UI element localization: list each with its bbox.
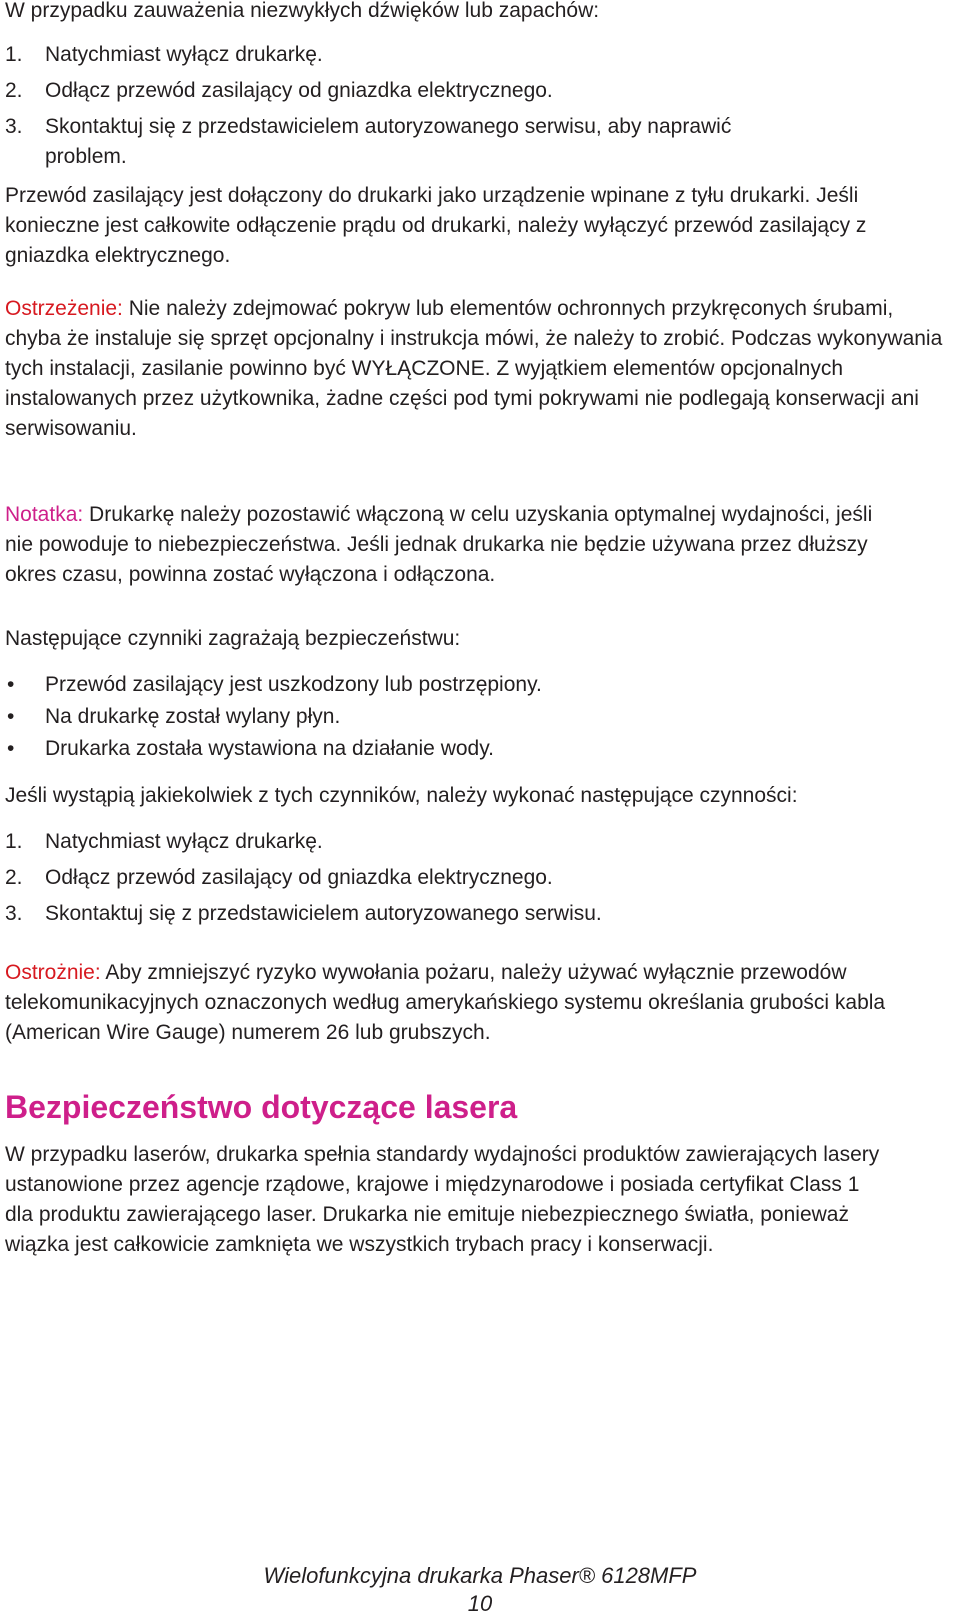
- list-item: [5, 827, 955, 857]
- bullet-marker: •: [7, 673, 15, 696]
- power-cord-paragraph: Przewód zasilający jest dołączony do drukarki jako urządzenie wpinane z tyłu drukarki. Jeśli konieczne jest całkowite odłączenie prądu od drukarki, należy wyłączyć przewód zasilający z gniazdka elektrycznego.: [5, 184, 867, 267]
- second-steps-list: [5, 827, 955, 929]
- list-item: [5, 899, 955, 929]
- list-item-text: Natychmiast wyłącz drukarkę.: [45, 43, 323, 66]
- list-number: 3.: [5, 902, 23, 925]
- list-item-text: Drukarka została wystawiona na działanie wody.: [45, 737, 494, 760]
- list-item: [5, 670, 955, 700]
- list-item: [5, 112, 805, 172]
- laser-section-heading: Bezpieczeństwo dotyczące lasera: [5, 1089, 518, 1125]
- list-item: [5, 76, 955, 106]
- note-text: Drukarkę należy pozostawić włączoną w celu uzyskania optymalnej wydajności, jeśli nie powoduje to niebezpieczeństwa. Jeśli jednak drukarka nie będzie używana przez dłuższy okres czasu, powinna zostać wyłączona i odłączona.: [5, 503, 873, 586]
- page-number: 10: [467, 1591, 493, 1616]
- note-paragraph: [5, 500, 875, 590]
- unusual-noise-intro: W przypadku zauważenia niezwykłych dźwięków lub zapachów:: [5, 0, 600, 22]
- list-item-text: Skontaktuj się z przedstawicielem autoryzowanego serwisu, aby naprawić problem.: [45, 115, 732, 168]
- footer-title: Wielofunkcyjna drukarka Phaser® 6128MFP: [263, 1563, 697, 1588]
- list-item: [5, 734, 955, 764]
- laser-section-text: W przypadku laserów, drukarka spełnia standardy wydajności produktów zawierających lasery ustanowione przez agencje rządowe, krajowe i międzynarodowe i posiada certyfikat Class 1 dla produktu zawierającego laser. Drukarka nie emituje niebezpiecznego światła, ponieważ wiązka jest całkowicie zamknięta we wszystkich trybach pracy i konserwacji.: [5, 1143, 880, 1256]
- list-item-text: Na drukarkę został wylany płyn.: [45, 705, 341, 728]
- list-number: 2.: [5, 79, 23, 102]
- list-item-text: Odłącz przewód zasilający od gniazdka elektrycznego.: [45, 866, 553, 889]
- list-item-text: Przewód zasilający jest uszkodzony lub postrzępiony.: [45, 673, 542, 696]
- first-steps-list: [5, 40, 955, 172]
- list-number: 1.: [5, 830, 23, 853]
- list-item-text: Skontaktuj się z przedstawicielem autoryzowanego serwisu.: [45, 902, 602, 925]
- list-item: [5, 702, 955, 732]
- caution-paragraph: [5, 958, 905, 1048]
- hazards-list: [5, 670, 955, 764]
- list-number: 3.: [5, 115, 23, 138]
- warning-text: Nie należy zdejmować pokryw lub elementów ochronnych przykręconych śrubami, chyba że instaluje się sprzęt opcjonalny i instrukcja mówi, że należy to zrobić. Podczas wykonywania tych instalacji, zasilanie powinno być WYŁĄCZONE. Z wyjątkiem elementów opcjonalnych instalowanych przez użytkownika, żadne części pod tymi pokrywami nie podlegają konserwacji ani serwisowaniu.: [5, 297, 943, 440]
- bullet-marker: •: [7, 737, 15, 760]
- warning-label: Ostrzeżenie:: [5, 297, 123, 320]
- hazards-intro: Następujące czynniki zagrażają bezpieczeństwu:: [5, 627, 461, 650]
- hazards-action: Jeśli wystąpią jakiekolwiek z tych czynników, należy wykonać następujące czynności:: [5, 784, 798, 807]
- warning-paragraph: [5, 294, 955, 444]
- list-item-text: Odłącz przewód zasilający od gniazdka elektrycznego.: [45, 79, 553, 102]
- list-item: [5, 40, 955, 70]
- bullet-marker: •: [7, 705, 15, 728]
- list-item: [5, 863, 955, 893]
- note-label: Notatka:: [5, 503, 84, 526]
- list-item-text: Natychmiast wyłącz drukarkę.: [45, 830, 323, 853]
- list-number: 2.: [5, 866, 23, 889]
- list-number: 1.: [5, 43, 23, 66]
- caution-label: Ostrożnie:: [5, 961, 101, 984]
- caution-text: Aby zmniejszyć ryzyko wywołania pożaru, należy używać wyłącznie przewodów telekomunikacyjnych oznaczonych według amerykańskiego systemu określania grubości kabla (American Wire Gauge) numerem 26 lub grubszych.: [5, 961, 886, 1044]
